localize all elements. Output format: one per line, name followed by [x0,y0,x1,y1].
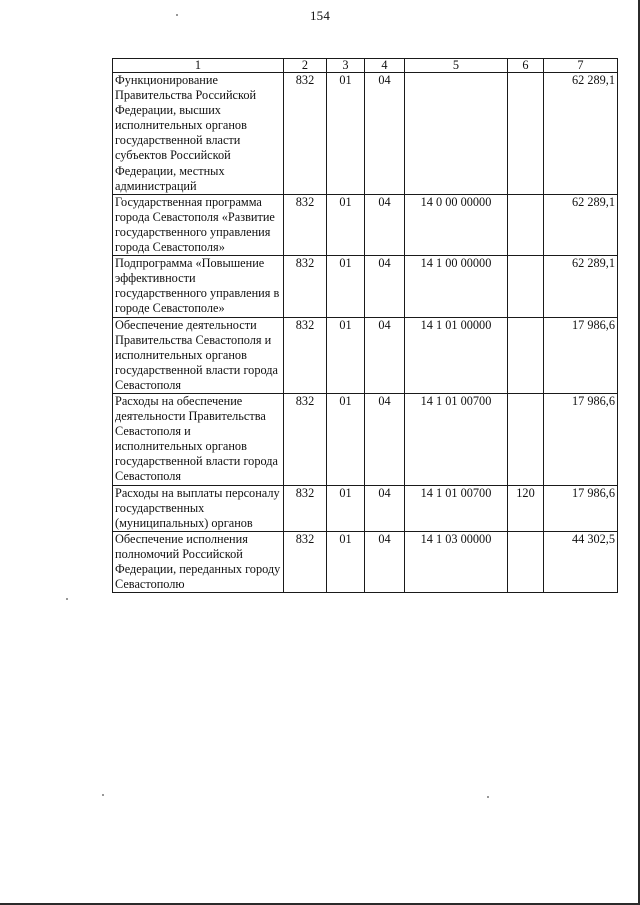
column-header: 3 [327,59,365,73]
table-row [113,194,618,255]
table-row [113,73,618,195]
row-name: Функционирование Правительства Российской Федерации, высших исполнительных органов государственной власти субъектов Российской Федерации, местных администраций [113,73,284,195]
section-code: 01 [327,194,365,255]
expense-type-code [508,256,544,317]
expense-type-code [508,317,544,393]
section-code: 01 [327,531,365,592]
page-number: 154 [309,8,331,23]
subsection-code: 04 [365,393,405,485]
amount: 17 986,6 [544,485,618,531]
ministry-code: 832 [284,73,327,195]
expense-type-code [508,393,544,485]
scan-speck [487,796,489,798]
section-code: 01 [327,317,365,393]
subsection-code: 04 [365,317,405,393]
ministry-code: 832 [284,256,327,317]
section-code: 01 [327,256,365,317]
budget-table [112,58,618,593]
section-code: 01 [327,73,365,195]
column-header: 4 [365,59,405,73]
table-row [113,485,618,531]
table-header-row [113,59,618,73]
row-name: Расходы на выплаты персоналу государственных (муниципальных) органов [113,485,284,531]
subsection-code: 04 [365,256,405,317]
row-name: Расходы на обеспечение деятельности Правительства Севастополя и исполнительных органов государственной власти города Севастополя [113,393,284,485]
expense-type-code [508,194,544,255]
subsection-code: 04 [365,194,405,255]
target-article-code: 14 1 00 00000 [405,256,508,317]
column-header: 6 [508,59,544,73]
ministry-code: 832 [284,393,327,485]
scan-speck [66,598,68,600]
expense-type-code: 120 [508,485,544,531]
table-row [113,531,618,592]
ministry-code: 832 [284,194,327,255]
scan-speck [102,794,104,796]
column-header: 7 [544,59,618,73]
column-header: 5 [405,59,508,73]
target-article-code: 14 1 01 00700 [405,393,508,485]
ministry-code: 832 [284,531,327,592]
amount: 17 986,6 [544,317,618,393]
target-article-code [405,73,508,195]
expense-type-code [508,531,544,592]
amount: 17 986,6 [544,393,618,485]
ministry-code: 832 [284,317,327,393]
subsection-code: 04 [365,531,405,592]
row-name: Подпрограмма «Повышение эффективности государственного управления в городе Севастополе» [113,256,284,317]
table-row [113,317,618,393]
row-name: Обеспечение исполнения полномочий Российской Федерации, переданных городу Севастополю [113,531,284,592]
amount: 62 289,1 [544,256,618,317]
target-article-code: 14 1 03 00000 [405,531,508,592]
subsection-code: 04 [365,73,405,195]
table-row [113,393,618,485]
amount: 44 302,5 [544,531,618,592]
expense-type-code [508,73,544,195]
table-row [113,256,618,317]
row-name: Государственная программа города Севастополя «Развитие государственного управления города Севастополя» [113,194,284,255]
section-code: 01 [327,485,365,531]
target-article-code: 14 1 01 00700 [405,485,508,531]
amount: 62 289,1 [544,194,618,255]
amount: 62 289,1 [544,73,618,195]
target-article-code: 14 0 00 00000 [405,194,508,255]
subsection-code: 04 [365,485,405,531]
target-article-code: 14 1 01 00000 [405,317,508,393]
section-code: 01 [327,393,365,485]
column-header: 2 [284,59,327,73]
row-name: Обеспечение деятельности Правительства Севастополя и исполнительных органов государственной власти города Севастополя [113,317,284,393]
ministry-code: 832 [284,485,327,531]
column-header: 1 [113,59,284,73]
